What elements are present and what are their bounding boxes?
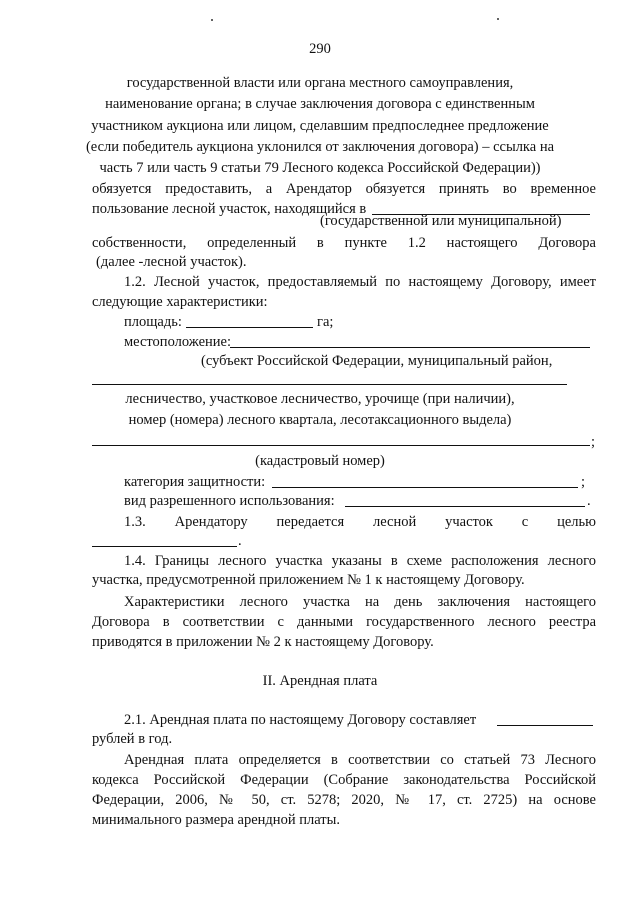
clause-1-4: 1.4. Границы лесного участка указаны в схеме расположения лесного xyxy=(124,553,596,569)
text-line: участником аукциона или лицом, сделавшим предпоследнее предложение xyxy=(91,118,549,134)
punct: ; xyxy=(591,434,596,450)
text-line: государственной власти или органа местного самоуправления, xyxy=(126,75,514,91)
hint-text: номер (номера) лесного квартала, лесотаксационного выдела) xyxy=(128,412,512,428)
location-blank xyxy=(230,347,590,348)
area-label: площадь: xyxy=(124,314,182,330)
text-line: собственности, определенный в пункте 1.2 настоящего Договора xyxy=(92,235,596,251)
purpose-blank xyxy=(92,546,237,547)
text-line: Арендная плата определяется в соответствии со статьей 73 Лесного xyxy=(124,752,596,768)
text-line: часть 7 или часть 9 статьи 79 Лесного кодекса Российской Федерации)) xyxy=(99,160,541,176)
text-line: Договора в соответствии с данными государственного лесного реестра xyxy=(92,614,596,630)
location-blank-2 xyxy=(92,384,567,385)
punct: ; xyxy=(581,474,586,490)
text-line: Характеристики лесного участка на день заключения настоящего xyxy=(124,594,596,610)
cadastral-blank xyxy=(92,445,590,446)
location-label: местоположение: xyxy=(124,334,231,350)
clause-1-3: 1.3. Арендатору передается лесной участок с целью xyxy=(124,514,596,530)
text-line: наименование органа; в случае заключения договора с единственным xyxy=(105,96,535,112)
clause-1-2: 1.2. Лесной участок, предоставляемый по настоящему Договору, имеет xyxy=(124,274,596,290)
text-line: рублей в год. xyxy=(92,731,173,747)
punct: . xyxy=(587,493,591,509)
section-heading: II. Арендная плата xyxy=(262,673,378,689)
area-unit: га; xyxy=(317,314,334,330)
punct: . xyxy=(238,533,242,549)
text-line: обязуется предоставить, а Арендатор обязуется принять во временное xyxy=(92,181,596,197)
hint-text: (кадастровый номер) xyxy=(255,453,385,469)
page-number: 290 xyxy=(309,41,331,57)
text-line: минимального размера арендной платы. xyxy=(92,812,340,828)
text-line: (если победитель аукциона уклонился от заключения договора) – ссылка на xyxy=(85,139,555,155)
permitted-use-blank xyxy=(345,506,585,507)
text-line: кодекса Российской Федерации (Собрание законодательства Российской xyxy=(92,772,596,788)
rent-amount-blank xyxy=(497,725,593,726)
hint-text: (государственной или муниципальной) xyxy=(320,213,562,229)
hint-text: (субъект Российской Федерации, муниципальный район, xyxy=(201,353,553,369)
text-line: пользование лесной участок, находящийся в xyxy=(92,201,367,217)
protection-category-label: категория защитности: xyxy=(124,474,266,490)
text-line: (далее -лесной участок). xyxy=(96,254,247,270)
area-blank xyxy=(186,327,313,328)
permitted-use-label: вид разрешенного использования: xyxy=(124,493,335,509)
text-line: Федерации, 2006, № 50, ст. 5278; 2020, № 17, ст. 2725) на основе xyxy=(92,792,596,808)
hint-text: лесничество, участковое лесничество, урочище (при наличии), xyxy=(125,391,515,407)
text-line: приводятся в приложении № 2 к настоящему Договору. xyxy=(92,634,434,650)
text-line: участка, предусмотренной приложением № 1 к настоящему Договору. xyxy=(92,572,525,588)
protection-category-blank xyxy=(272,487,578,488)
scan-speck xyxy=(497,18,499,20)
text-line: следующие характеристики: xyxy=(92,294,268,310)
clause-2-1: 2.1. Арендная плата по настоящему Договору составляет xyxy=(124,712,477,728)
scan-speck xyxy=(211,19,213,21)
